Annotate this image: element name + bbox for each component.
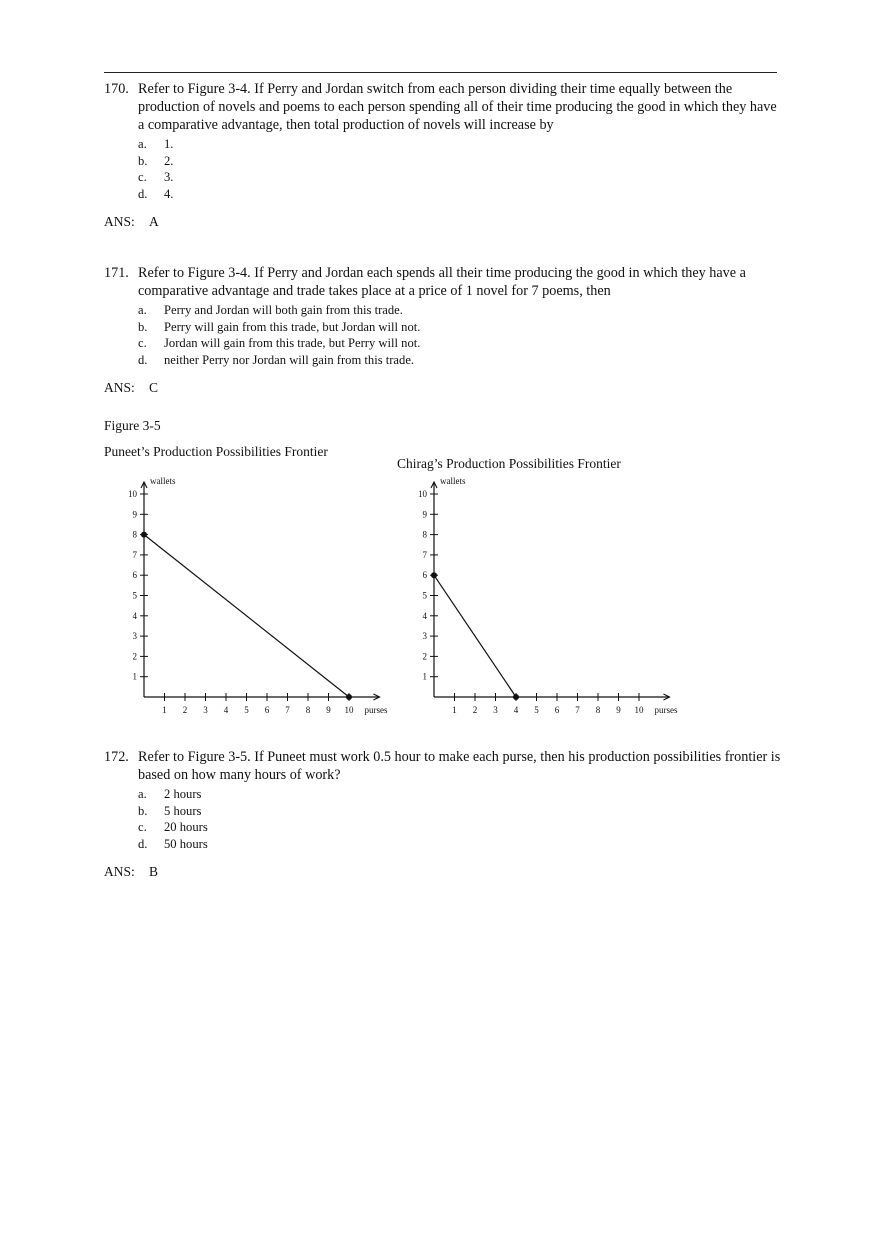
options-list [104, 786, 784, 852]
option-text: Jordan will gain from this trade, but Perry will not. [164, 336, 421, 350]
answer-label: ANS: [104, 380, 135, 395]
y-tick-label: 3 [422, 631, 427, 642]
x-tick-label: 1 [162, 705, 167, 715]
x-tick-label: 2 [182, 705, 188, 715]
option-c [138, 169, 784, 186]
option-b [138, 803, 784, 820]
ppf-endpoint [431, 572, 437, 578]
option-b [138, 319, 784, 336]
answer-label: ANS: [104, 214, 135, 229]
option-letter: b. [138, 153, 148, 168]
x-tick-label: 7 [285, 705, 290, 715]
x-tick-label: 10 [634, 705, 644, 715]
options-list [104, 136, 784, 202]
question-number: 171. [104, 265, 129, 281]
x-tick-label: 9 [616, 705, 621, 715]
y-tick-label: 4 [132, 610, 137, 621]
chart-title-puneet: Puneet’s Production Possibilities Frontier [104, 444, 328, 459]
ppf-line [144, 535, 349, 697]
question-stem [104, 80, 784, 134]
x-tick-label: 4 [513, 705, 519, 715]
option-a [138, 302, 784, 319]
option-text: 50 hours [164, 836, 208, 851]
y-tick-label: 9 [132, 509, 137, 520]
y-tick-label: 10 [128, 489, 137, 499]
ppf-endpoint [346, 694, 352, 700]
options-list [104, 302, 784, 368]
x-tick-label: 4 [223, 705, 229, 715]
y-tick-label: 10 [418, 489, 427, 499]
x-tick-label: 6 [554, 705, 560, 715]
option-text: neither Perry nor Jordan will gain from this trade. [164, 352, 415, 367]
ppf-endpoint [141, 532, 147, 538]
x-axis-label: purses [364, 705, 388, 715]
x-axis-label: purses [654, 705, 678, 715]
answer-value: A [149, 214, 159, 229]
option-text: Perry will gain from this trade, but Jordan will not. [164, 319, 421, 334]
x-tick-label: 3 [203, 705, 208, 715]
x-tick-label: 2 [472, 705, 478, 715]
x-tick-label: 8 [595, 705, 601, 715]
question-number: 170. [104, 81, 129, 97]
x-tick-label: 8 [305, 705, 311, 715]
option-c [138, 335, 784, 352]
y-tick-label: 1 [132, 671, 137, 682]
option-letter: a. [138, 137, 147, 151]
x-tick-label: 5 [244, 705, 249, 715]
option-letter: a. [138, 787, 147, 801]
option-a [138, 136, 784, 153]
question-171 [104, 264, 784, 396]
option-text: 2. [164, 153, 174, 168]
y-tick-label: 2 [132, 651, 137, 662]
option-letter: c. [138, 336, 147, 350]
chirag-ppf-chart [394, 474, 694, 724]
option-text: 2 hours [164, 787, 202, 801]
question-stem [104, 264, 784, 300]
y-tick-label: 5 [132, 590, 137, 601]
question-text: Refer to Figure 3-4. If Perry and Jordan switch from each person dividing their time equally between the production of novels and poems to each person spending all of their time producing the good in which they have a comparative advantage, then total production of novels will increase by [138, 81, 777, 133]
x-tick-label: 5 [534, 705, 539, 715]
y-tick-label: 7 [422, 549, 427, 560]
ppf-line [434, 575, 516, 697]
y-tick-label: 4 [422, 610, 427, 621]
ppf-endpoint [513, 694, 519, 700]
question-170 [104, 80, 784, 230]
option-c [138, 819, 784, 836]
x-tick-label: 1 [452, 705, 457, 715]
answer-value: C [149, 380, 159, 395]
x-tick-label: 9 [326, 705, 331, 715]
option-letter: d. [138, 352, 148, 367]
x-tick-label: 7 [575, 705, 580, 715]
y-tick-label: 7 [132, 549, 137, 560]
option-text: 5 hours [164, 803, 202, 818]
question-172 [104, 748, 784, 880]
figure-label: Figure 3-5 [104, 418, 161, 433]
option-d [138, 352, 784, 369]
answer-value: B [149, 864, 159, 879]
option-letter: b. [138, 803, 148, 818]
option-letter: b. [138, 319, 148, 334]
top-rule [104, 72, 777, 73]
option-text: 4. [164, 186, 174, 201]
y-tick-label: 8 [132, 529, 137, 540]
y-tick-label: 6 [422, 570, 427, 581]
answer-label: ANS: [104, 864, 135, 879]
y-axis-label: wallets [440, 476, 466, 486]
option-letter: d. [138, 186, 148, 201]
y-tick-label: 8 [422, 529, 427, 540]
y-tick-label: 6 [132, 570, 137, 581]
option-d [138, 186, 784, 203]
chart-title-chirag: Chirag’s Production Possibilities Frontier [397, 456, 621, 471]
question-stem [104, 748, 784, 784]
answer-line [104, 214, 784, 230]
question-text: Refer to Figure 3-4. If Perry and Jordan each spends all their time producing the good in which they have a comparative advantage and trade takes place at a price of 1 novel for 7 poems, then [138, 265, 746, 299]
y-tick-label: 3 [132, 631, 137, 642]
question-number: 172. [104, 749, 129, 765]
y-tick-label: 1 [422, 671, 427, 682]
option-b [138, 153, 784, 170]
option-letter: c. [138, 820, 147, 834]
option-text: 20 hours [164, 820, 208, 834]
y-tick-label: 2 [422, 651, 427, 662]
question-text: Refer to Figure 3-5. If Puneet must work 0.5 hour to make each purse, then his production possibilities frontier is based on how many hours of work? [138, 749, 781, 783]
x-tick-label: 10 [344, 705, 354, 715]
option-text: 1. [164, 137, 174, 151]
option-text: Perry and Jordan will both gain from this trade. [164, 303, 403, 317]
option-d [138, 836, 784, 853]
y-tick-label: 9 [422, 509, 427, 520]
puneet-ppf-chart [104, 474, 404, 724]
option-letter: c. [138, 170, 147, 184]
answer-line [104, 864, 784, 880]
answer-line [104, 380, 784, 396]
option-text: 3. [164, 170, 174, 184]
option-letter: a. [138, 303, 147, 317]
x-tick-label: 6 [264, 705, 270, 715]
option-a [138, 786, 784, 803]
option-letter: d. [138, 836, 148, 851]
y-tick-label: 5 [422, 590, 427, 601]
y-axis-label: wallets [150, 476, 176, 486]
x-tick-label: 3 [493, 705, 498, 715]
